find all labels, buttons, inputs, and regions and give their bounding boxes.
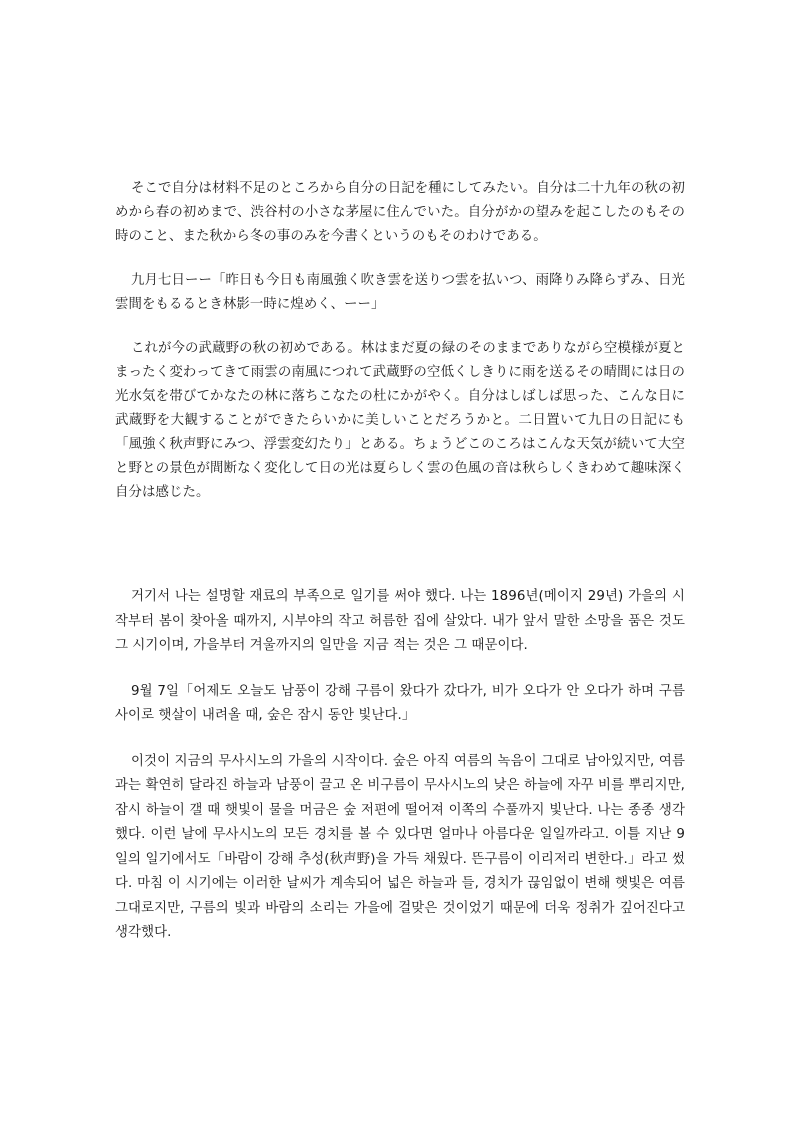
korean-paragraph-2: 9월 7일「어제도 오늘도 남풍이 강해 구름이 왔다가 갔다가, 비가 오다가 안 오다가 하며 구름 사이로 햇살이 내려올 때, 숲은 잠시 동안 빛난다.」 [115,683,685,723]
korean-paragraph-3: 이것이 지금의 무사시노의 가을의 시작이다. 숲은 아직 여름의 녹음이 그대로 남아있지만, 여름과는 확연히 달라진 하늘과 남풍이 끌고 온 비구름이 무사시노의 낮은 하늘에 자꾸 비를 뿌리지만, 잠시 하늘이 갤 때 햇빛이 물을 머금은 숲 저편에 떨어져 이쪽의 수풀까지 빛난다. 나는 종종 생각했다. 이런 날에 무사시노의 모든 경치를 볼 수 있다면 얼마나 아름다운 일일까라고. 이틀 지난 9일의 일기에서도「바람이 강해 추성(秋声野)을 가득 채웠다. 뜬구름이 이리저리 변한다.」라고 썼다. 마침 이 시기에는 이러한 날씨가 계속되어 넓은 하늘과 들, 경치가 끊임없이 변해 햇빛은 여름 그대로지만, 구름의 빛과 바람의 소리는 가을에 걸맞은 것이었기 때문에 더욱 정취가 깊어진다고 생각했다. [115,753,685,940]
japanese-paragraph-3: これが今の武蔵野の秋の初めである。林はまだ夏の緑のそのままでありながら空模様が夏とまったく変わってきて雨雲の南風につれて武蔵野の空低くしきりに雨を送るその晴間には日の光水気を帯びてかなたの林に落ちこなたの杜にかがやく。自分はしばしば思った、こんな日に武蔵野を大観することができたらいかに美しいことだろうかと。二日置いて九日の日記にも「風強く秋声野にみつ、浮雲変幻たり」とある。ちょうどこのころはこんな天気が続いて大空と野との景色が間断なく変化して日の光は夏らしく雲の色風の音は秋らしくきわめて趣味深く自分は感じた。 [115,341,685,500]
korean-paragraph-1: 거기서 나는 설명할 재료의 부족으로 일기를 써야 했다. 나는 1896년(메이지 29년) 가을의 시작부터 봄이 찾아올 때까지, 시부야의 작고 허름한 집에 살았다. 내가 앞서 말한 소망을 품은 것도 그 시기이며, 가을부터 겨울까지의 일만을 지금 적는 것은 그 때문이다. [115,589,685,653]
japanese-paragraph-2: 九月七日ーー「昨日も今日も南風強く吹き雲を送りつ雲を払いつ、雨降りみ降らずみ、日光雲間をもるるとき林影一時に煌めく、ーー」 [115,273,685,312]
japanese-paragraph-1: そこで自分は材料不足のところから自分の日記を種にしてみたい。自分は二十九年の秋の初めから春の初めまで、渋谷村の小さな茅屋に住んでいた。自分がかの望みを起こしたのもその時のこと、また秋から冬の事のみを今書くというのもそのわけである。 [115,181,685,244]
japanese-text-section [115,177,685,505]
korean-text-section [115,585,685,946]
